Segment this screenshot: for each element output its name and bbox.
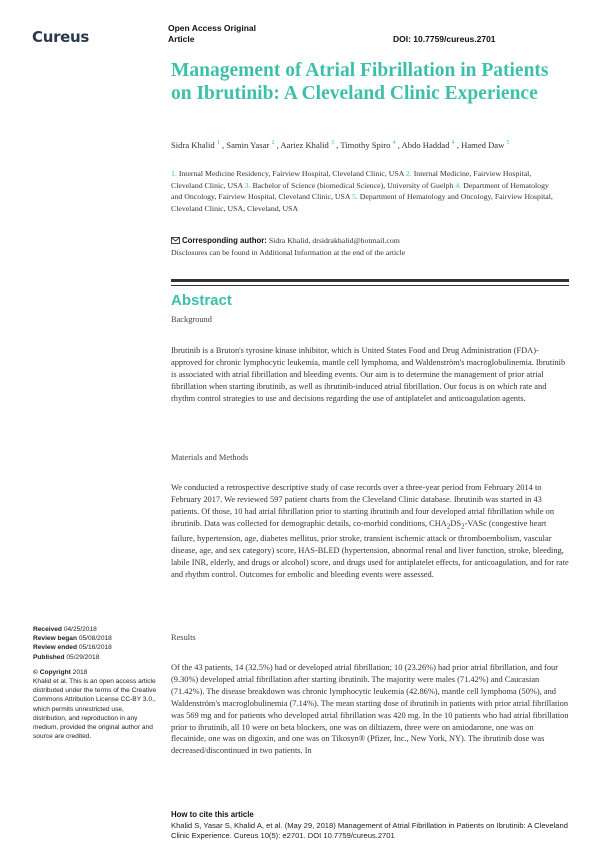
envelope-icon	[171, 237, 180, 244]
subscript: 2	[446, 522, 451, 531]
corresponding-author-block	[171, 235, 571, 259]
journal-logo: Cureus	[32, 28, 90, 46]
affil-number: 4.	[455, 180, 462, 190]
affil-number: 5.	[351, 192, 358, 201]
copyright-label: © Copyright	[33, 668, 71, 676]
background-paragraph: Ibrutinib is a Bruton's tyrosine kinase inhibitor, which is United States Food and Drug Administration (FDA)-approved for chronic lymphocytic leukemia, mantle cell lymphoma, and Waldenström's macroglobulinemia. Ibrutinib is associated with atrial fibrillation and bleeding events. Our aim is to determine the management of prior atrial fibrillation when starting ibrutinib, as well as ibrutinib-induced atrial fibrillation. Our focus is on which rate and rhythm control strategies to use and decisions regarding the use of antiplatelet and anticoagulation agents.	[171, 346, 566, 403]
results-paragraph: Of the 43 patients, 14 (32.5%) had or developed atrial fibrillation; 10 (23.26%) had prior atrial fibrillation, and four (9.30%) developed atrial fibrillation after starting ibrutinib. The majority were males (71.42%) and Caucasian (71.42%). The disease breakdown was chronic lymphocytic leukemia (42.86%), mantle cell lymphoma (50%), and Waldenström's macroglobulinemia (7.14%). The mean starting dose of ibrutinib in patients with prior atrial fibrillation was 569 mg and for patients who developed atrial fibrillation was 420 mg. In the 10 patients who had atrial fibrillation prior to ibrutinib, all 10 were on beta blockers, one was on diltiazem, three were on amiodarone, one was on flecainide, one was on digoxin, and one was on Tikosyn® (Pfizer, Inc., New York, NY). The ibrutinib dose was decreased/discontinued in two patients. In	[171, 663, 569, 756]
abstract-heading: Abstract	[171, 292, 232, 309]
affil-text: Department of Hematology and Oncology, Fairview Hospital, Cleveland Clinic, USA	[171, 180, 549, 201]
affil-number: 2.	[405, 169, 412, 178]
disclosures-note: Disclosures can be found in Additional Information at the end of the article	[171, 247, 406, 257]
subscript: 2	[461, 522, 465, 531]
results-heading: Results	[171, 633, 196, 642]
article-type-line1: Open Access Original	[168, 23, 257, 33]
header-doi: DOI: 10.7759/cureus.2701	[393, 34, 496, 44]
divider-thick	[171, 279, 569, 282]
background-heading: Background	[171, 315, 212, 324]
methods-paragraph	[171, 482, 569, 581]
received-label: Received	[33, 626, 62, 633]
divider-thin	[171, 285, 569, 286]
author-name[interactable]: Hamed Daw	[461, 140, 505, 150]
citation-text: Khalid S, Yasar S, Khalid A, et al. (May 29, 2018) Management of Atrial Fibrillation in Patients on Ibrutinib: A Cleveland Clinic Experience. Cureus 10(5): e2701. DOI 10.7759/cureus.2701	[171, 821, 568, 840]
author-name[interactable]: Abdo Haddad	[401, 140, 450, 150]
author-name[interactable]: Timothy Spiro	[340, 140, 391, 150]
methods-text-part: -VASc (congestive heart failure, hypertension, age, diabetes mellitus, prior stroke, transient ischemic attack or thromboembolism, vascular disease, age, and sex category) score, HAS-BLED (hypertension, abnormal renal and liver function, stroke, bleeding, labile INR, elderly, and drugs or alcohol) score, and drugs used for antiplatelet effects, for anticoagulation, and for rate and rhythm control. Outcomes for embolic and bleeding events were assessed.	[171, 518, 569, 580]
author-affil-ref: 4	[392, 140, 396, 147]
author-list: Sidra Khalid $^1$ , Samin Yasar $^2$ , Aariez Khalid $^3$ , Timothy Spiro $^4$ , Abdo Haddad $^4$ , Hamed Daw $^5$	[171, 140, 510, 150]
author-name[interactable]: Sidra Khalid	[171, 140, 215, 150]
affil-number: 3.	[244, 180, 251, 190]
article-title: Management of Atrial Fibrillation in Patients on Ibrutinib: A Cleveland Clinic Experience	[171, 60, 549, 104]
corresponding-value[interactable]: Sidra Khalid, drsidrakhalid@hotmail.com	[268, 236, 400, 245]
author-affil-ref: 3	[331, 140, 335, 147]
affil-text: Internal Medicine Residency, Fairview Hospital, Cleveland Clinic, USA	[178, 169, 404, 178]
affiliations	[171, 168, 561, 214]
methods-text-part: We conducted a retrospective descriptive study of case records over a three-year period from February 2014 to February 2017. We reviewed 597 patient charts from the Cleveland Clinic database. Ibrutinib was started in 43 patients. Of those, 10 had atrial fibrillation prior to starting ibrutinib and four developed atrial fibrillation while on ibrutinib. Data was collected for demographic details, co-morbid conditions, CHA	[171, 483, 555, 528]
affil-text: Bachelor of Science (biomedical Science), University of Guelph	[252, 180, 454, 190]
corresponding-label: Corresponding author:	[181, 236, 267, 245]
copyright-year: 2018	[72, 668, 88, 676]
article-type-line2: Article	[168, 34, 195, 44]
published-date: 05/29/2018	[66, 653, 100, 661]
published-label: Published	[33, 653, 65, 661]
author-name[interactable]: Aariez Khalid	[280, 140, 329, 150]
affil-number: 1.	[171, 169, 177, 178]
citation-heading: How to cite this article	[171, 810, 254, 819]
received-date: 04/25/2018	[63, 626, 97, 633]
author-affil-ref: 5	[506, 140, 510, 147]
article-dates	[33, 625, 158, 741]
review-ended-date: 05/16/2018	[78, 644, 112, 652]
review-began-date: 05/08/2018	[78, 635, 112, 643]
review-began-label: Review began	[33, 635, 77, 643]
author-affil-ref: 4	[451, 140, 455, 147]
license-text: Khalid et al. This is an open access article distributed under the terms of the Creative Commons Attribution License CC-BY 3.0., which permits unrestricted use, distribution, and reproduction in any medium, provided the original author and source are credited.	[33, 678, 157, 741]
affil-text: Internal Medicine, Fairview Hospital, Cleveland Clinic, USA	[171, 169, 532, 190]
methods-heading: Materials and Methods	[171, 453, 249, 462]
review-ended-label: Review ended	[33, 644, 77, 652]
author-affil-ref: 2	[271, 140, 275, 147]
author-name[interactable]: Samin Yasar	[226, 140, 270, 150]
methods-text-part: DS	[450, 518, 462, 528]
affil-text: Department of Hematology and Oncology, Fairview Hospital, Cleveland Clinic, USA, Cleveland, USA	[171, 192, 553, 213]
author-affil-ref: 1	[216, 140, 220, 147]
article-type	[168, 23, 256, 45]
